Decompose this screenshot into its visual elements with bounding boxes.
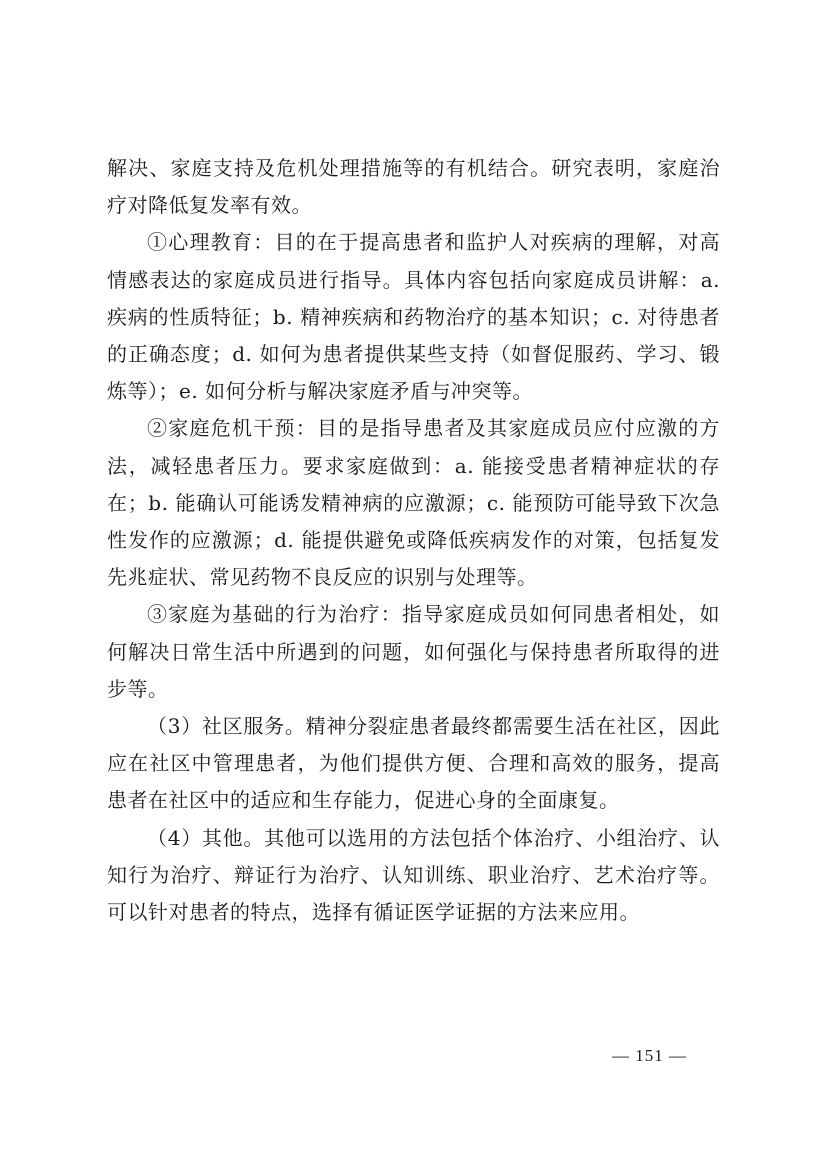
paragraph-other-methods: （4）其他。其他可以选用的方法包括个体治疗、小组治疗、认知行为治疗、辩证行为治疗、认知训练、职业治疗、艺术治疗等。可以针对患者的特点，选择有循证医学证据的方法来应用。 [107, 825, 720, 925]
paragraph-family-behavior-therapy: ③家庭为基础的行为治疗：指导家庭成员如何同患者相处，如何解决日常生活中所遇到的问题，如何强化与保持患者所取得的进步等。 [107, 602, 720, 701]
paragraph-family-crisis-intervention: ②家庭危机干预：目的是指导患者及其家庭成员应付应激的方法，减轻患者压力。要求家庭做到：a. 能接受患者精神症状的存在；b. 能确认可能诱发精神病的应激源；c. 能预防可能导致下次急性发作的应激源；d. 能提供避免或降低疾病发作的对策，包括复发先兆症状、常见药物不良反应的识别与处理等。 [107, 416, 720, 590]
paragraph-psychoeducation: ①心理教育：目的在于提高患者和监护人对疾病的理解，对高情感表达的家庭成员进行指导。具体内容包括向家庭成员讲解：a. 疾病的性质特征；b. 精神疾病和药物治疗的基本知识；c. 对待患者的正确态度；d. 如何为患者提供某些支持（如督促服药、学习、锻炼等）；e. 如何分析与解决家庭矛盾与冲突等。 [107, 230, 720, 404]
paragraph-community-service: （3）社区服务。精神分裂症患者最终都需要生活在社区，因此应在社区中管理患者，为他们提供方便、合理和高效的服务，提高患者在社区中的适应和生存能力，促进心身的全面康复。 [107, 714, 720, 813]
page-number: — 151 — [612, 1046, 687, 1065]
paragraph-continuation: 解决、家庭支持及危机处理措施等的有机结合。研究表明，家庭治疗对降低复发率有效。 [107, 156, 720, 218]
page-body [107, 150, 720, 931]
